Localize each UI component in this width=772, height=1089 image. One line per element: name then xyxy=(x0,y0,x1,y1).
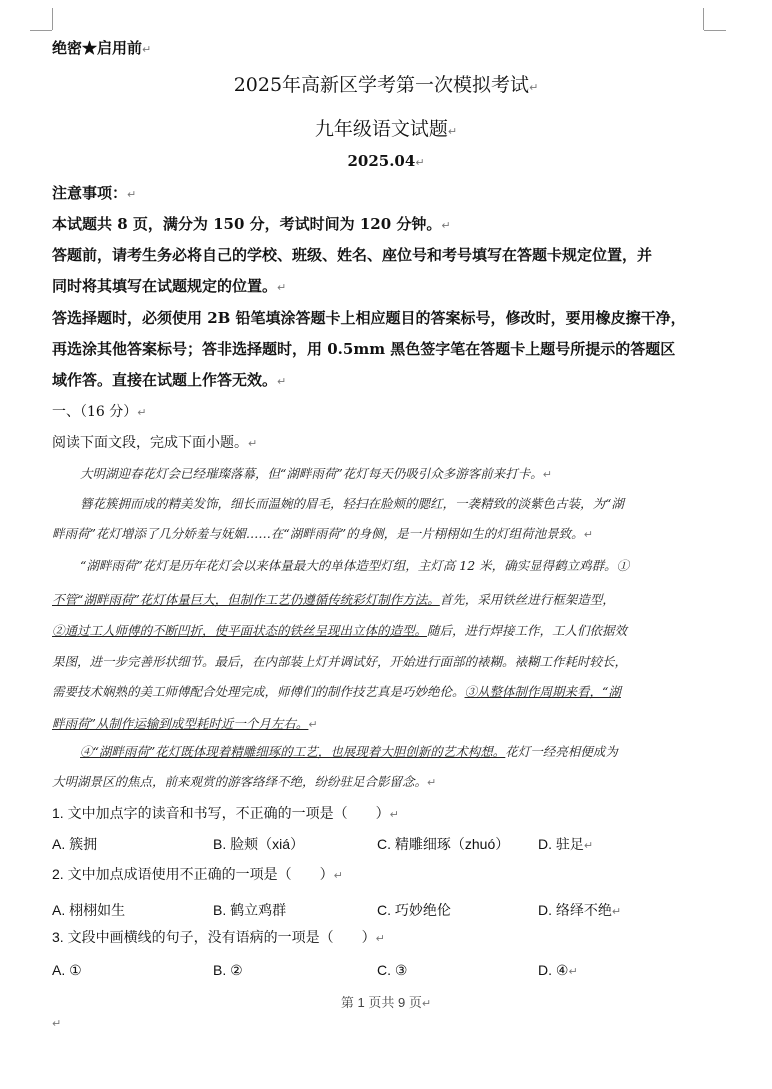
paragraph-mark: ↵ xyxy=(611,905,622,918)
question-2-stem-text: 2. 文中加点成语使用不正确的一项是（ ） xyxy=(52,866,334,882)
page-footer xyxy=(0,992,772,1011)
paragraph-mark: ↵ xyxy=(529,81,539,94)
paragraph-mark: ↵ xyxy=(142,43,152,56)
option-text: B. 鹤立鸡群 xyxy=(213,902,287,918)
underlined-sentence-4: ④“湖畔雨荷”花灯既体现着精雕细琢的工艺，也展现着大胆创新的艺术构想。 xyxy=(80,744,506,759)
notes-line-2a-text: 答题前，请考生务必将自己的学校、班级、姓名、座位号和考号填写在答题卡规定位置，并 xyxy=(52,246,653,264)
paragraph-mark: ↵ xyxy=(277,375,287,388)
exam-subtitle xyxy=(0,114,772,141)
option-text: A. 栩栩如生 xyxy=(52,902,126,918)
option-text: B. ② xyxy=(213,962,243,978)
section-instruction-text: 阅读下面文段，完成下面小题。 xyxy=(52,435,248,451)
question-3-option-d xyxy=(538,962,578,979)
notes-line-3a xyxy=(52,307,686,328)
passage-p3e-plain: 需要技术娴熟的美工师傅配合处理完成，师傅们的制作技艺真是巧妙绝伦。 xyxy=(52,684,465,699)
paragraph-mark: ↵ xyxy=(583,528,593,541)
paragraph-mark: ↵ xyxy=(568,965,578,978)
option-text: D. ④ xyxy=(538,962,569,978)
option-text: A. ① xyxy=(52,962,82,978)
paragraph-mark: ↵ xyxy=(427,776,437,789)
option-text: B. 脸颊（xiá） xyxy=(213,836,305,852)
question-3-stem xyxy=(52,927,385,947)
paragraph-mark: ↵ xyxy=(583,839,594,852)
question-1-option-b xyxy=(213,834,304,854)
option-text: D. 驻足 xyxy=(538,836,584,852)
paragraph-mark: ↵ xyxy=(542,468,553,481)
question-2-option-d xyxy=(538,900,621,920)
paragraph-mark: ↵ xyxy=(375,932,385,945)
option-text: C. 巧妙绝伦 xyxy=(377,902,451,918)
notes-line-3b-text: 再选涂其他答案标号；答非选择题时，用 0.5mm 黑色签字笔在答题卡上题号所提示的答题区 xyxy=(52,340,676,358)
question-1-stem xyxy=(52,803,399,823)
crop-mark-right-horizontal xyxy=(704,30,726,31)
exam-subtitle-text: 九年级语文试题 xyxy=(314,118,448,140)
question-2-option-b xyxy=(213,900,286,920)
exam-date xyxy=(0,152,772,170)
paragraph-mark: ↵ xyxy=(447,125,458,138)
passage-p2a-text: 簪花簇拥而成的精美发饰，细长而温婉的眉毛，轻扫在脸颊的腮红，一袭精致的淡紫色古装，为“湖 xyxy=(80,496,624,511)
option-text: A. 簇拥 xyxy=(52,836,98,852)
passage-p3d-text: 果图，进一步完善形状细节。最后，在内部装上灯并调试好，开始进行面部的裱糊。裱糊工作耗时较长， xyxy=(52,654,628,669)
notes-heading-text: 注意事项： xyxy=(52,184,128,202)
notes-line-3c xyxy=(52,369,286,390)
passage-p2b-text: 畔雨荷”花灯增添了几分娇羞与妩媚……在“湖畔雨荷”的身侧，是一片栩栩如生的灯组荷池景致。 xyxy=(52,526,584,541)
paragraph-mark: ↵ xyxy=(389,808,399,821)
passage-p3d xyxy=(52,652,627,670)
paragraph-mark: ↵ xyxy=(415,156,425,169)
passage-p1-text: 大明湖迎春花灯会已经璀璨落幕，但“湖畔雨荷”花灯每天仍吸引众多游客前来打卡。 xyxy=(80,466,543,481)
passage-p3b xyxy=(52,590,615,608)
underlined-sentence-3-cont: 畔雨荷”从制作运输到成型耗时近一个月左右。 xyxy=(52,716,309,731)
question-1-option-a xyxy=(52,834,97,854)
notes-line-1 xyxy=(52,213,451,234)
paragraph-mark: ↵ xyxy=(137,406,147,419)
option-text: C. 精雕细琢（zhuó） xyxy=(377,836,510,852)
passage-p3b-rest: 首先，采用铁丝进行框架造型， xyxy=(439,592,615,607)
paragraph-mark: ↵ xyxy=(248,437,258,450)
section-heading-text: 一、（16 分） xyxy=(52,404,138,420)
crop-mark-right-vertical xyxy=(703,8,704,30)
notes-heading xyxy=(52,182,136,203)
passage-p3e xyxy=(52,682,621,700)
underlined-sentence-1: 不管“湖畔雨荷”花灯体量巨大，但制作工艺仍遵循传统彩灯制作方法。 xyxy=(52,592,440,607)
passage-p3c xyxy=(52,621,627,639)
notes-line-3c-text: 域作答。直接在试题上作答无效。 xyxy=(52,371,278,389)
question-1-option-c xyxy=(377,834,509,854)
notes-line-1-text: 本试题共 8 页，满分为 150 分，考试时间为 120 分钟。 xyxy=(52,215,442,233)
section-heading xyxy=(52,401,146,421)
exam-title xyxy=(0,70,772,97)
question-3-stem-text: 3. 文段中画横线的句子，没有语病的一项是（ ） xyxy=(52,929,376,945)
crop-mark-left-vertical xyxy=(52,8,53,30)
option-text: D. 络绎不绝 xyxy=(538,902,612,918)
underlined-sentence-2: ②通过工人师傅的不断凹折，使平面状态的铁丝呈现出立体的造型。 xyxy=(52,623,428,638)
option-text: C. ③ xyxy=(377,962,408,978)
question-2-option-c xyxy=(377,900,451,920)
paragraph-mark: ↵ xyxy=(421,997,432,1010)
passage-p3a-text: “湖畔雨荷”花灯是历年花灯会以来体量最大的单体造型灯组，主灯高 12 米，确实显得鹤立鸡群。① xyxy=(80,558,630,573)
notes-line-3b xyxy=(52,338,675,359)
passage-p3f xyxy=(52,714,318,732)
notes-line-2b xyxy=(52,275,286,296)
passage-p2b xyxy=(52,524,593,542)
paragraph-mark: ↵ xyxy=(127,188,137,201)
notes-line-2a xyxy=(52,244,652,265)
paragraph-mark: ↵ xyxy=(277,281,287,294)
question-3-option-a xyxy=(52,962,82,979)
question-3-option-b xyxy=(213,962,243,979)
paragraph-mark: ↵ xyxy=(441,219,451,232)
question-3-option-c xyxy=(377,962,407,979)
passage-p3a xyxy=(80,556,629,574)
question-1-option-d xyxy=(538,834,593,854)
exam-title-text: 2025年高新区学考第一次模拟考试 xyxy=(233,74,530,96)
passage-p4a xyxy=(80,742,618,760)
exam-date-text: 2025.04 xyxy=(347,152,416,170)
question-1-stem-text: 1. 文中加点字的读音和书写，不正确的一项是（ ） xyxy=(52,805,390,821)
notes-line-2b-text: 同时将其填写在试题规定的位置。 xyxy=(52,277,278,295)
trailing-paragraph-mark xyxy=(52,1012,61,1031)
notes-line-3a-text: 答选择题时，必须使用 2B 铅笔填涂答题卡上相应题目的答案标号，修改时，要用橡皮擦干净， xyxy=(52,309,686,327)
section-instruction xyxy=(52,432,257,452)
passage-p4a-rest: 花灯一经亮相便成为 xyxy=(505,744,618,759)
paragraph-mark: ↵ xyxy=(333,869,343,882)
passage-p4b xyxy=(52,772,436,790)
question-2-option-a xyxy=(52,900,125,920)
confidential-tag xyxy=(52,37,151,58)
paragraph-mark: ↵ xyxy=(52,1017,62,1030)
paragraph-mark: ↵ xyxy=(308,718,318,731)
passage-p2a xyxy=(80,494,624,512)
confidential-tag-text: 绝密★启用前 xyxy=(52,39,143,57)
question-2-stem xyxy=(52,864,343,884)
underlined-sentence-3: ③从整体制作周期来看，“湖 xyxy=(464,684,621,699)
page-footer-text: 第 1 页共 9 页 xyxy=(340,995,422,1010)
passage-p4b-text: 大明湖景区的焦点，前来观赏的游客络绎不绝，纷纷驻足合影留念。 xyxy=(52,774,428,789)
crop-mark-left-horizontal xyxy=(30,30,52,31)
passage-p3c-rest: 随后，进行焊接工作，工人们依据效 xyxy=(427,623,628,638)
passage-p1 xyxy=(80,464,552,482)
